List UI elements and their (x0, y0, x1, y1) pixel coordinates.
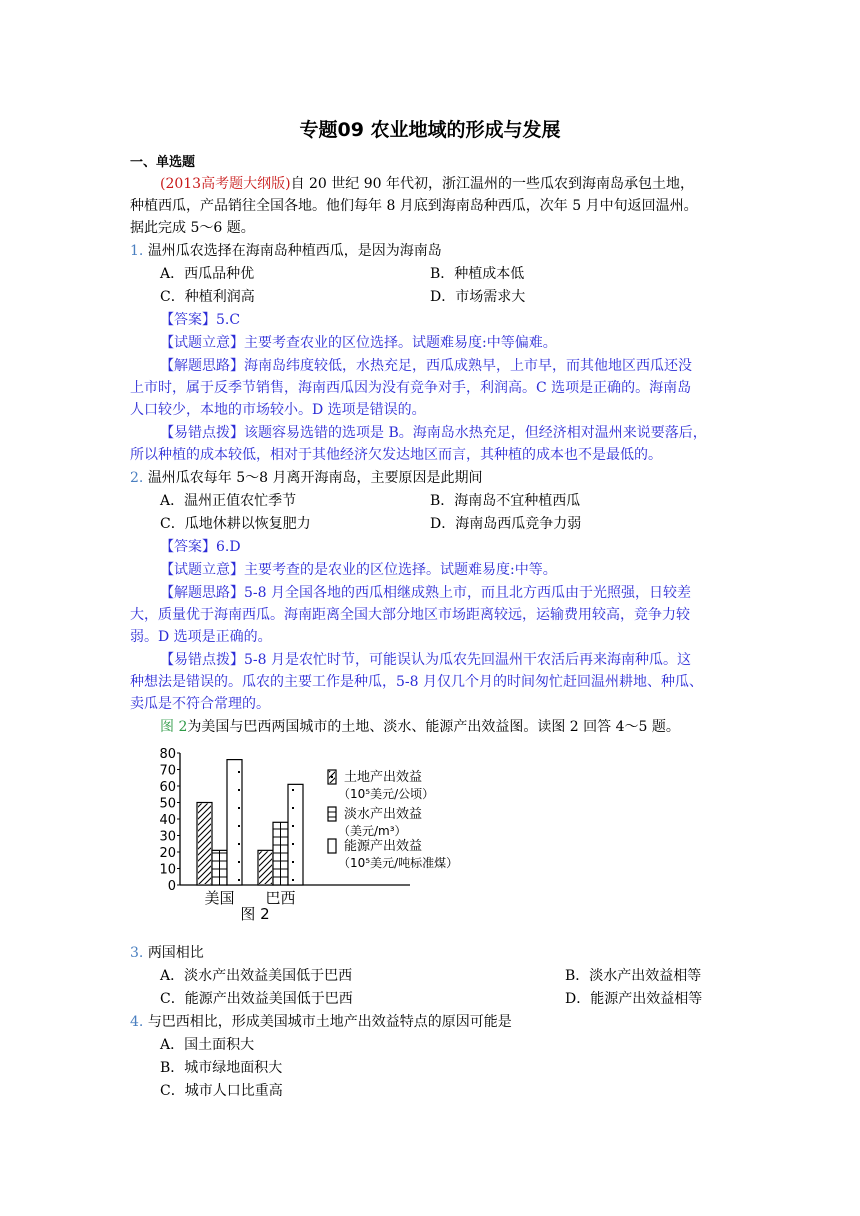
y-tick-label: 20 (159, 846, 176, 861)
label: 【试题立意】 (160, 335, 244, 351)
q2-option-a: A．温州正值农忙季节 (160, 493, 297, 509)
legend-swatch-dot (331, 776, 333, 778)
label: 【解题思路】 (160, 358, 244, 374)
q2-option-d: D．海南岛西瓜竞争力弱 (430, 516, 582, 532)
q2-option-b: B．海南岛不宜种植西瓜 (430, 493, 581, 509)
q2-option-c: C．瓜地休耕以恢复肥力 (160, 516, 311, 532)
question-stem: 温州瓜农每年 5～8 月离开海南岛，主要原因是此期间 (147, 470, 483, 486)
bar (212, 850, 227, 885)
q4-option-a: A．国土面积大 (160, 1037, 255, 1053)
q3-option-b: B．淡水产出效益相等 (565, 968, 702, 984)
legend-label: 土地产出效益 (344, 770, 423, 785)
page-title: 专题09 农业地域的形成与发展 (299, 119, 561, 141)
text: 5-8 月是农忙时节，可能误认为瓜农先回温州干农活后再来海南种瓜。这 (244, 652, 691, 668)
label: 【易错点拨】 (160, 425, 244, 441)
y-tick-label: 10 (159, 862, 176, 878)
intro-line-3: 据此完成 5～6 题。 (130, 220, 255, 236)
category-label: 美国 (204, 889, 235, 907)
question-2 (130, 467, 483, 489)
question-1 (130, 240, 442, 262)
q2-idea-3: 弱。D 选项是正确的。 (130, 629, 272, 645)
bar-fill (259, 851, 272, 884)
q1-idea-2: 上市时，属于反季节销售，海南西瓜因为没有竞争对手，利润高。C 选项是正确的。海南岛 (130, 380, 692, 396)
legend-label: 能源产出效益 (344, 839, 423, 854)
chart-title: 图 2 (240, 905, 270, 923)
section-heading: 一、单选题 (130, 155, 196, 170)
label: 【易错点拨】 (160, 652, 244, 668)
q1-option-d: D．市场需求大 (430, 289, 526, 305)
q2-error-1 (160, 649, 691, 671)
legend-unit: （10⁵美元/吨标准煤） (338, 856, 459, 870)
q3-option-d: D．能源产出效益相等 (565, 991, 703, 1007)
figure-ref: 图 2 (160, 719, 188, 735)
q2-error-3: 卖瓜是不符合常理的。 (130, 696, 270, 712)
y-tick-label: 70 (159, 763, 176, 779)
question-number: 3. (130, 945, 144, 961)
q2-idea-2: 大，质量优于海南西瓜。海南距离全国大部分地区市场距离较远，运输费用较高，竞争力较 (130, 607, 690, 623)
q3-option-a: A．淡水产出效益美国低于巴西 (160, 968, 353, 984)
text: 5-8 月全国各地的西瓜相继成熟上市，而且北方西瓜由于光照强，日较差 (244, 585, 691, 601)
y-tick-label: 60 (159, 780, 176, 795)
question-number: 2. (130, 470, 144, 486)
text: 主要考查农业的区位选择。试题难易度:中等偏难。 (244, 335, 557, 351)
legend (328, 769, 458, 870)
legend-entry (328, 838, 458, 870)
q1-intent (160, 332, 557, 354)
text: 主要考查的是农业的区位选择。试题难易度:中等。 (244, 562, 557, 578)
q1-idea-3: 人口较少，本地的市场较小。D 选项是错误的。 (130, 402, 426, 418)
bar (227, 760, 242, 885)
question-stem: 与巴西相比，形成美国城市土地产出效益特点的原因可能是 (147, 1014, 512, 1030)
bar-fill (289, 785, 302, 884)
bars (197, 760, 303, 885)
bar (273, 822, 288, 885)
q2-idea-1 (160, 582, 691, 604)
legend-entry (328, 806, 422, 838)
q1-idea-1 (160, 355, 692, 377)
q2-intent (160, 559, 557, 581)
bar-fill (198, 804, 211, 885)
q2-error-2: 种想法是错误的。瓜农的主要工作是种瓜，5-8 月仅几个月的时间匆忙赶回温州耕地、种瓜、 (130, 674, 703, 690)
q1-option-a: A．西瓜品种优 (160, 266, 255, 282)
bar (197, 803, 212, 886)
q1-answer: 【答案】5.C (160, 312, 241, 328)
y-tick-label: 0 (167, 879, 176, 894)
label: 【解题思路】 (160, 585, 244, 601)
question-number: 1. (130, 243, 144, 259)
bar-chart (140, 745, 500, 930)
q4-option-c: C．城市人口比重高 (160, 1083, 283, 1099)
source-tag: (2013高考题大纲版) (160, 176, 291, 192)
legend-label: 淡水产出效益 (344, 807, 423, 822)
q2-answer: 【答案】6.D (160, 539, 241, 555)
bar (288, 784, 303, 885)
label: 【试题立意】 (160, 562, 244, 578)
question-stem: 温州瓜农选择在海南岛种植西瓜，是因为海南岛 (147, 243, 442, 259)
q4-option-b: B．城市绿地面积大 (160, 1060, 283, 1076)
figure-intro (160, 716, 680, 738)
text: 该题容易选错的选项是 B。海南岛水热充足，但经济相对温州来说要落后， (244, 425, 707, 441)
q1-error-2: 所以种植的成本较低，相对于其他经济欠发达地区而言，其种植的成本也不是最低的。 (130, 447, 662, 463)
y-tick-label: 40 (159, 813, 176, 828)
y-tick-label: 50 (159, 796, 176, 812)
legend-unit: （美元/m³） (338, 824, 407, 838)
legend-entry (328, 769, 434, 801)
intro-line-2: 种植西瓜，产品销往全国各地。他们每年 8 月底到海南岛种西瓜，次年 5 月中旬返回温州。 (130, 198, 698, 214)
bar (258, 850, 273, 885)
text: 海南岛纬度较低，水热充足，西瓜成熟早，上市早，而其他地区西瓜还没 (244, 358, 692, 374)
legend-swatch (328, 839, 336, 853)
q3-option-c: C．能源产出效益美国低于巴西 (160, 991, 353, 1007)
y-tick-label: 30 (159, 829, 176, 845)
question-number: 4. (130, 1014, 144, 1030)
figure-intro-text: 为美国与巴西两国城市的土地、淡水、能源产出效益图。读图 2 回答 4～5 题。 (187, 719, 680, 735)
q1-option-b: B．种植成本低 (430, 266, 525, 282)
bar-fill (228, 761, 241, 884)
question-4 (130, 1011, 512, 1033)
y-tick-label: 80 (159, 747, 176, 762)
q1-error-1 (160, 422, 707, 444)
question-3 (130, 942, 204, 964)
intro-text-1: 自 20 世纪 90 年代初，浙江温州的一些瓜农到海南岛承包土地， (290, 176, 694, 192)
legend-unit: （10⁵美元/公顷） (338, 787, 435, 801)
category-label: 巴西 (265, 889, 296, 907)
q1-option-c: C．种植利润高 (160, 289, 255, 305)
legend-swatch (328, 807, 336, 821)
question-stem: 两国相比 (147, 945, 204, 961)
intro-line-1 (160, 173, 694, 195)
